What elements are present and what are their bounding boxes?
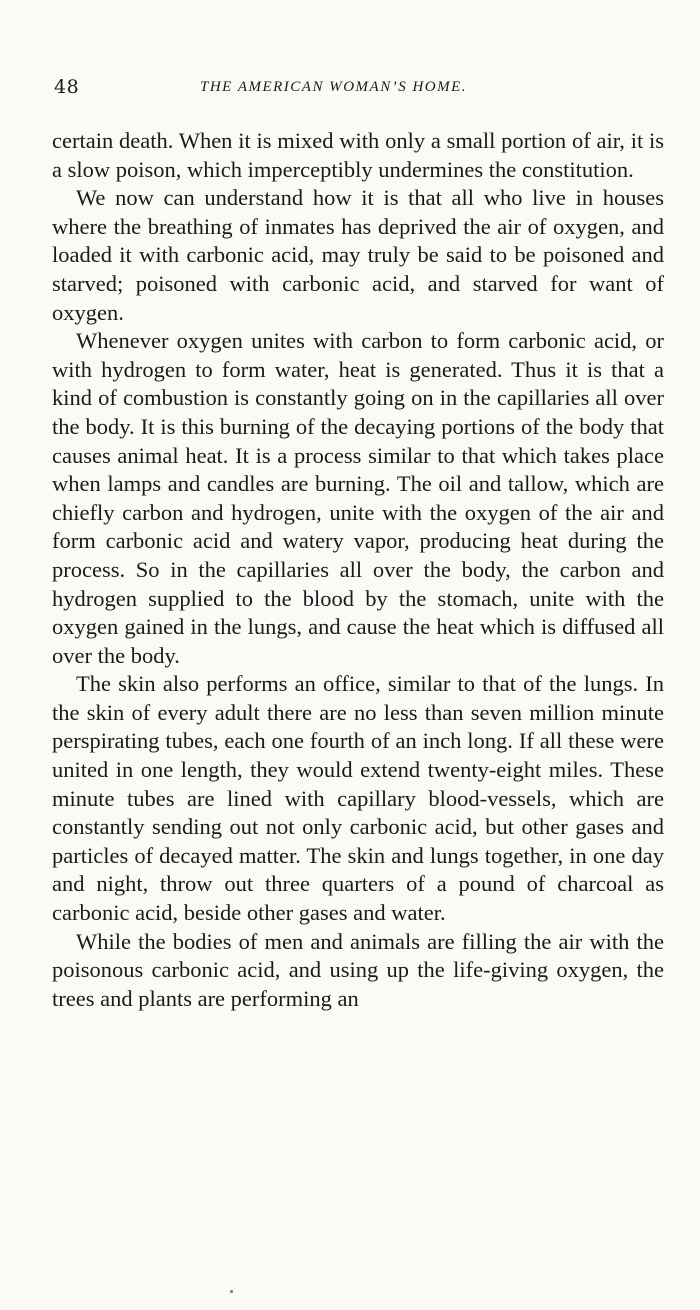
paragraph: The skin also performs an office, similar to that of the lungs. In the skin of every adult there are no less than seven million minute perspirating tubes, each one fourth of an inch long. If all these were united in one length, they would extend twenty-eight miles. These minute tubes are lined with capillary blood-vessels, which are constantly sending out not only carbonic acid, but other gases and particles of decayed matter. The skin and lungs together, in one day and night, throw out three quarters of a pound of charcoal as carbonic acid, beside other gases and water. bbox=[52, 671, 664, 926]
paragraph: Whenever oxygen unites with carbon to form carbonic acid, or with hydrogen to form water, heat is generated. Thus it is that a kind of combustion is constantly going on in the capillaries all over the body. It is this burning of the decaying portions of the body that causes animal heat. It is a process similar to that which takes place when lamps and candles are burning. The oil and tallow, which are chiefly carbon and hydrogen, unite with the oxygen of the air and form carbonic acid and watery vapor, producing heat during the process. So in the capillaries all over the body, the carbon and hydrogen supplied to the blood by the stomach, unite with the oxygen gained in the lungs, and cause the heat which is diffused all over the body. bbox=[52, 328, 664, 668]
paragraph: We now can understand how it is that all who live in houses where the breathing of inmates has deprived the air of oxygen, and loaded it with carbonic acid, may truly be said to be poisoned and starved; poisoned with carbonic acid, and starved for want of oxygen. bbox=[52, 185, 664, 325]
ink-speck bbox=[230, 1290, 233, 1293]
running-title: THE AMERICAN WOMAN’S HOME. bbox=[200, 79, 468, 95]
page-number: 48 bbox=[54, 76, 80, 98]
paragraph: While the bodies of men and animals are filling the air with the poisonous carbonic acid, and using up the life-giving oxygen, the trees and plants are performing an bbox=[52, 928, 664, 1011]
page-header bbox=[54, 76, 664, 106]
paragraph-continued: certain death. When it is mixed with only a small portion of air, it is a slow poison, which imperceptibly undermines the constitution. bbox=[52, 128, 664, 182]
body-text bbox=[52, 127, 664, 1013]
